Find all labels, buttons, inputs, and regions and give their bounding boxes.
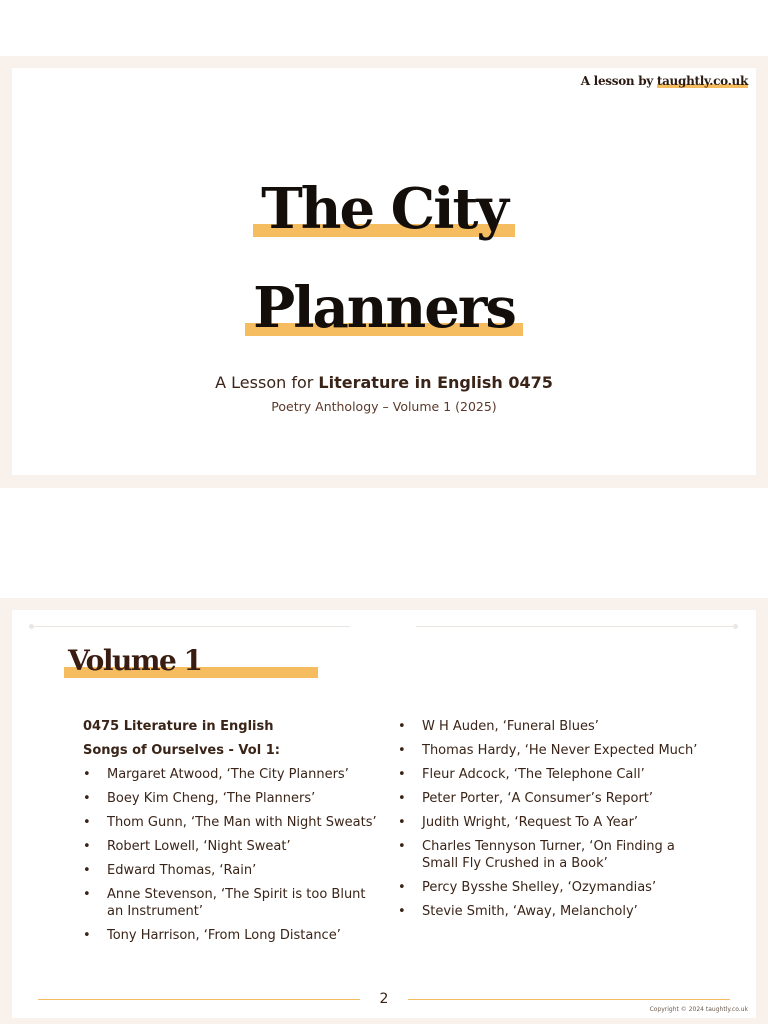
- list-item: • Judith Wright, ‘Request To A Year’: [398, 814, 698, 831]
- lesson-by-credit: [581, 74, 748, 88]
- list-item: • Robert Lowell, ‘Night Sweat’: [83, 838, 383, 855]
- poem-list-left-items: [83, 766, 383, 944]
- poem-list-right-items: [398, 718, 698, 920]
- list-item: • Tony Harrison, ‘From Long Distance’: [83, 927, 383, 944]
- lesson-by-prefix: A lesson by: [580, 74, 657, 88]
- list-item: • Margaret Atwood, ‘The City Planners’: [83, 766, 383, 783]
- deco-dot-right: [733, 624, 738, 629]
- poem-list-left: [83, 718, 383, 951]
- title-line-2: [12, 275, 756, 341]
- cover-slide: [12, 68, 756, 475]
- footer-rule-left: [38, 999, 360, 1000]
- poem-list-right: [398, 718, 698, 927]
- list-item: • W H Auden, ‘Funeral Blues’: [398, 718, 698, 735]
- volume-slide: [12, 610, 756, 1018]
- copyright-notice: Copyright © 2024 taughtly.co.uk: [649, 1006, 748, 1013]
- list-item: • Stevie Smith, ‘Away, Melancholy’: [398, 903, 698, 920]
- anthology-label: Poetry Anthology – Volume 1 (2025): [271, 399, 497, 414]
- subtitle-prefix: A Lesson for: [215, 373, 319, 392]
- list-item: • Peter Porter, ‘A Consumer’s Report’: [398, 790, 698, 807]
- list-item: • Thom Gunn, ‘The Man with Night Sweats’: [83, 814, 383, 831]
- list-item: • Edward Thomas, ‘Rain’: [83, 862, 383, 879]
- footer-rule-right: [408, 999, 730, 1000]
- lesson-subtitle: [12, 373, 756, 392]
- list-item: • Fleur Adcock, ‘The Telephone Call’: [398, 766, 698, 783]
- title-line-1-text: The City: [253, 181, 515, 237]
- list-item: • Boey Kim Cheng, ‘The Planners’: [83, 790, 383, 807]
- list-item: • Percy Bysshe Shelley, ‘Ozymandias’: [398, 879, 698, 896]
- course-label: 0475 Literature in English: [83, 719, 274, 734]
- collection-label: Songs of Ourselves - Vol 1:: [83, 743, 280, 758]
- page-number: 2: [379, 991, 389, 1007]
- deco-line-left: [34, 626, 350, 627]
- title-line-2-text: Planners: [245, 280, 523, 336]
- lesson-by-site-link[interactable]: taughtly.co.uk: [656, 74, 748, 88]
- subtitle-course: Literature in English 0475: [318, 373, 553, 392]
- list-item: • Thomas Hardy, ‘He Never Expected Much’: [398, 742, 698, 759]
- deco-line-right: [416, 626, 734, 627]
- list-item: • Charles Tennyson Turner, ‘On Finding a Small Fly Crushed in a Book’: [398, 838, 698, 872]
- list-item: • Anne Stevenson, ‘The Spirit is too Blunt an Instrument’: [83, 886, 383, 920]
- title-line-1: [12, 176, 756, 242]
- volume-heading: Volume 1: [68, 644, 202, 677]
